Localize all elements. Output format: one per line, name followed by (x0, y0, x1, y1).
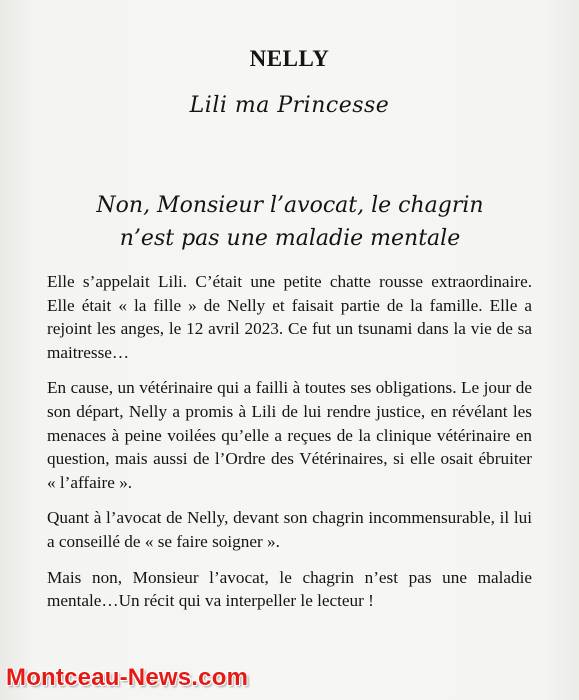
site-watermark: Montceau-News.com (6, 664, 249, 691)
author-name: NELLY (249, 46, 330, 71)
headline-line-2: n’est pas une maladie mentale (119, 226, 461, 251)
synopsis-paragraph-2: En cause, un vétérinaire qui a failli à toutes ses obligations. Le jour de son départ, Nelly a promis à Lili de lui rendre justice, en révélant les menaces à peine voilées qu’elle a reçues de la clinique vétérinaire en question, mais aussi de l’Ordre des Vétérinaires, si elle osait ébruiter « l’affaire ». (47, 378, 532, 492)
headline-line-1: Non, Monsieur l’avocat, le chagrin (96, 193, 484, 218)
headline (40, 189, 540, 255)
synopsis-paragraph-4: Mais non, Monsieur l’avocat, le chagrin n’est pas une maladie mentale…Un récit qui va interpeller le lecteur ! (47, 567, 532, 611)
synopsis-paragraph-1: Elle s’appelait Lili. C’était une petite chatte rousse extraordinaire. Elle était « la fille » de Nelly et faisait partie de la famille. Elle a rejoint les anges, le 12 avril 2023. Ce fut un tsunami dans la vie de sa maitresse… (47, 272, 532, 362)
synopsis-paragraph-3: Quant à l’avocat de Nelly, devant son chagrin incommensurable, il lui a conseillé de « se faire soigner ». (47, 508, 532, 551)
synopsis-text (47, 270, 532, 625)
book-title: Lili ma Princesse (189, 93, 390, 118)
